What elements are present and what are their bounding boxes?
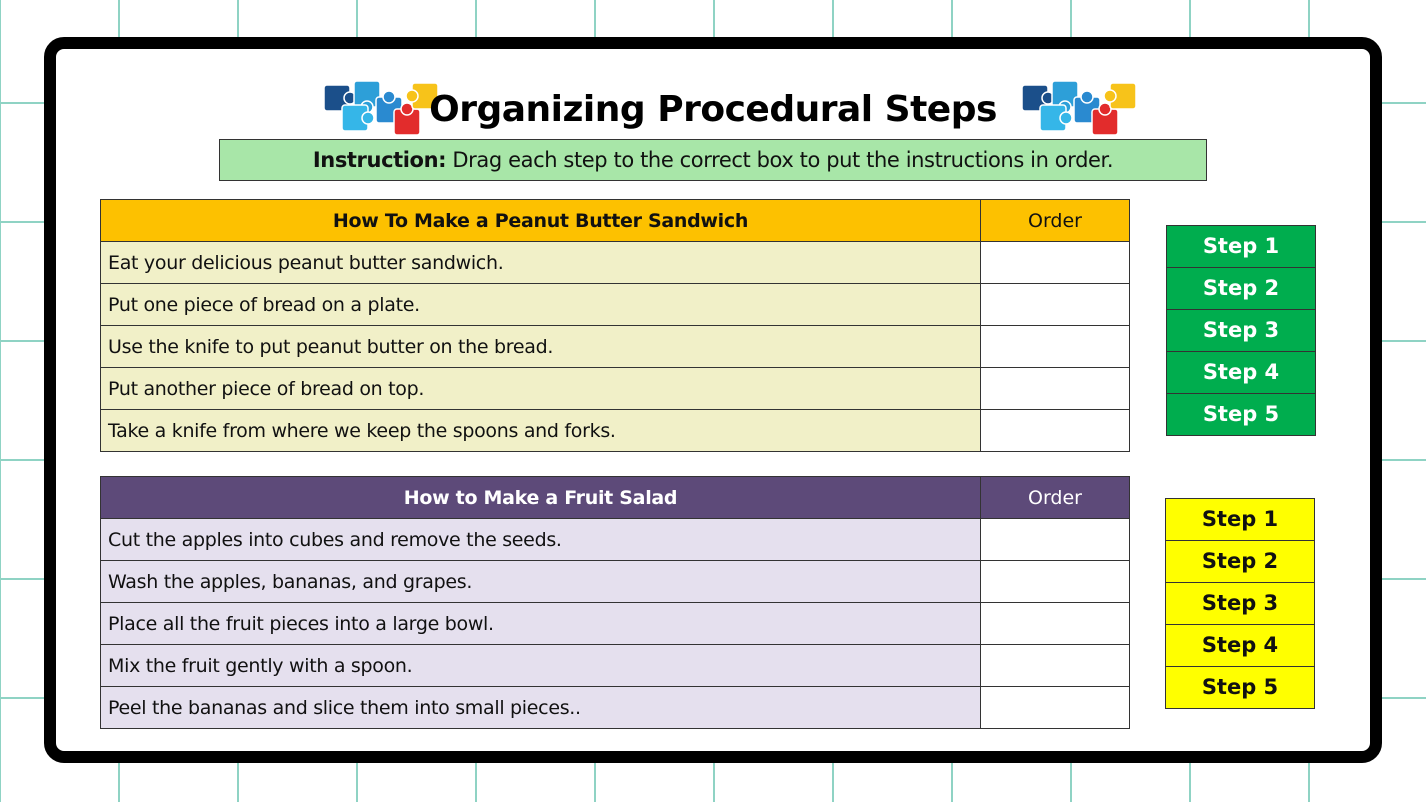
order-drop-box[interactable] [981,284,1130,326]
page-title: Organizing Procedural Steps [429,89,997,130]
order-drop-box[interactable] [981,242,1130,284]
table-row [101,603,1130,645]
step-text: Eat your delicious peanut butter sandwich. [101,242,981,284]
order-column-header: Order [981,477,1130,519]
order-drop-box[interactable] [981,326,1130,368]
table-row [101,687,1130,729]
step-4-tile[interactable]: Step 4 [1166,351,1316,394]
step-3-tile[interactable]: Step 3 [1165,582,1315,625]
instruction-label: Instruction: [312,148,447,172]
puzzle-pieces-icon [1018,75,1146,143]
step-3-tile[interactable]: Step 3 [1166,309,1316,352]
sandwich-table-title: How To Make a Peanut Butter Sandwich [101,200,981,242]
step-text: Cut the apples into cubes and remove the seeds. [101,519,981,561]
table-row [101,368,1130,410]
step-text: Use the knife to put peanut butter on the bread. [101,326,981,368]
step-2-tile[interactable]: Step 2 [1166,267,1316,310]
step-1-tile[interactable]: Step 1 [1166,225,1316,268]
step-5-tile[interactable]: Step 5 [1165,666,1315,709]
order-drop-box[interactable] [981,687,1130,729]
fruit-salad-steps-table [100,476,1130,729]
step-5-tile[interactable]: Step 5 [1166,393,1316,436]
step-1-tile[interactable]: Step 1 [1165,498,1315,541]
order-drop-box[interactable] [981,561,1130,603]
step-text: Mix the fruit gently with a spoon. [101,645,981,687]
step-2-tile[interactable]: Step 2 [1165,540,1315,583]
order-column-header: Order [981,200,1130,242]
sandwich-steps-table [100,199,1130,452]
green-step-tiles [1166,225,1316,436]
table-row [101,410,1130,452]
order-drop-box[interactable] [981,603,1130,645]
order-drop-box[interactable] [981,410,1130,452]
step-text: Take a knife from where we keep the spoons and forks. [101,410,981,452]
instruction-banner [219,139,1207,181]
order-drop-box[interactable] [981,519,1130,561]
order-drop-box[interactable] [981,368,1130,410]
yellow-step-tiles [1165,498,1315,709]
table-header-row [101,200,1130,242]
activity-card [44,37,1382,763]
step-text: Wash the apples, bananas, and grapes. [101,561,981,603]
table-row [101,326,1130,368]
instruction-text: Drag each step to the correct box to put the instructions in order. [446,148,1114,172]
step-text: Put another piece of bread on top. [101,368,981,410]
step-text: Place all the fruit pieces into a large bowl. [101,603,981,645]
table-row [101,284,1130,326]
table-row [101,561,1130,603]
step-text: Put one piece of bread on a plate. [101,284,981,326]
fruit-salad-table-title: How to Make a Fruit Salad [101,477,981,519]
table-row [101,242,1130,284]
order-drop-box[interactable] [981,645,1130,687]
table-row [101,645,1130,687]
step-text: Peel the bananas and slice them into small pieces.. [101,687,981,729]
table-header-row [101,477,1130,519]
table-row [101,519,1130,561]
step-4-tile[interactable]: Step 4 [1165,624,1315,667]
